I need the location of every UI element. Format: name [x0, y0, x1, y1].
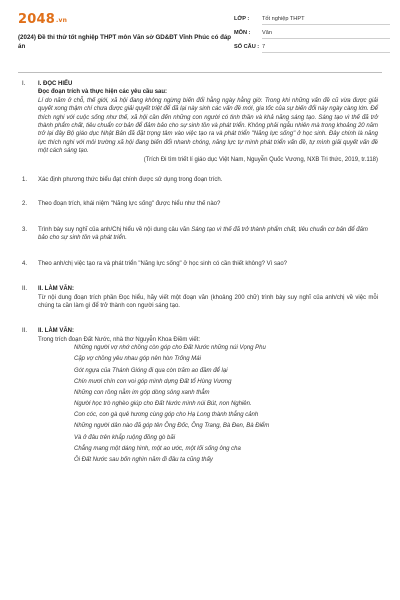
writing-task: Từ nội dung đoạn trích phần Đọc hiểu, hãy viết một đoạn văn (khoảng 200 chữ) trình bày suy nghĩ của anh/chị về việc mỗi chúng ta cần làm gì để trở thành con người sáng tạo.	[38, 294, 378, 309]
poem-line: Những người vợ nhớ chồng còn góp cho Đất Nước những núi Vọng Phu	[74, 345, 266, 352]
poem-excerpt	[22, 344, 378, 467]
section-number: II.	[22, 328, 28, 335]
question-item	[22, 260, 378, 268]
poem-line: Chẳng mang một dáng hình, một ao ước, một lối sống ông cha	[74, 445, 241, 452]
section-title: II. LÀM VĂN:	[38, 328, 74, 335]
section-number: I.	[22, 81, 26, 87]
question-quoted-text: Sáng tạo vì thế đã trở thành phẩm chất, tiêu chuẩn cơ bản để đảm bảo cho sự sinh tồn và phát triển.	[38, 226, 368, 242]
poem-line: Gót ngựa của Thánh Gióng đi qua còn trăm ao đầm để lại	[74, 367, 228, 374]
meta-label: LỚP :	[234, 16, 250, 22]
meta-value: Văn	[262, 30, 390, 39]
site-logo[interactable]	[18, 12, 67, 27]
question-number: 3.	[22, 226, 28, 233]
poem-line: Ôi Đất Nước sau bốn nghìn năm đi đâu ta cũng thấy	[74, 457, 213, 463]
section-reading-heading	[22, 80, 378, 88]
section-title: I. ĐỌC HIỂU	[38, 81, 73, 87]
document-title: (2024) Đề thi thử tốt nghiệp THPT môn Văn sở GD&ĐT Vĩnh Phúc có đáp án	[18, 34, 232, 50]
poem-line: Con cóc, con gà quê hương cùng góp cho Hạ Long thành thắng cảnh	[74, 412, 259, 419]
question-text: Trình bày suy nghĩ của anh/Chị hiểu về nội dung câu văn	[38, 226, 192, 233]
question-text: Theo anh/chị việc tạo ra và phát triển "Năng lực sống" ở học sinh có cần thiết không? Vì sao?	[38, 260, 288, 267]
poem-line: Và ở đâu trên khắp ruộng đồng gò bãi	[74, 434, 176, 441]
meta-row-subject	[234, 28, 390, 42]
meta-label: MÔN :	[234, 30, 251, 36]
logo-text: 2048	[18, 12, 55, 27]
document-header	[10, 10, 390, 58]
poem-line: Những người dân nào đã góp tên Ông Đốc, Ông Trang, Bà Đen, Bà Điểm	[74, 423, 270, 430]
header-divider	[18, 72, 382, 73]
poem-line: Những con rồng nằm im góp dòng sông xanh thẳm	[74, 389, 210, 396]
meta-value: Tốt nghiệp THPT	[262, 16, 390, 25]
meta-row-class	[234, 14, 390, 28]
reading-passage: Lí do năm ở chỗ, thế giới, xã hội đang không ngừng biến đổi hằng ngày hằng giờ. Trong khi những vấn đề cũ vừa được giải quyết xong thậm chí chưa được giải quyết triệt để đã lại này sinh các vấn đề mới, gia tốc của sự biến đổi này ngày càng lớn. Để thích nghi với cuộc sống như thế, xã hội cần đến những con người có tinh thần và khả năng sáng tạo. Sáng tạo vì thế đã trở thành phẩm chất, tiêu chuẩn cơ bản để đảm bảo cho sự sinh tồn và phát triển. Không phải ngẫu nhiên mà trong khoảng 20 năm trở lại đây Bộ giáo dục Nhật Bản đã đặt trọng tâm vào việc tạo ra và phát triển "Năng lực sống" ở học sinh. Đây chính là năng lực thích nghi với môi trường xã hội đang biến đổi nhanh chóng, năng lực tự mình phát triển vấn đề, tự mình giải quyết vấn đề một cách sáng tạo.	[38, 97, 378, 155]
passage-citation: (Trích Đi tìm triết lí giáo dục Việt Nam, Nguyễn Quốc Vương, NXB Tri thức, 2019, tr.118)	[143, 156, 378, 163]
question-number: 2.	[22, 201, 28, 208]
question-number: 1.	[22, 177, 28, 184]
poem-line: Cặp vợ chồng yêu nhau góp nên hòn Trống Mái	[74, 356, 201, 363]
meta-value: 7	[262, 44, 390, 53]
poem-line: Người học trò nghèo giúp cho Đất Nước mình núi Bút, non Nghiên.	[74, 401, 252, 408]
meta-row-question-count	[234, 42, 390, 56]
exam-content	[22, 80, 378, 467]
section-essay-heading	[22, 327, 378, 335]
logo-suffix: .vn	[55, 17, 68, 24]
question-item	[22, 226, 378, 243]
question-item	[22, 200, 378, 208]
essay-intro: Trong trích đoạn Đất Nước, nhà thơ Nguyễn Khoa Điềm viết:	[38, 336, 201, 343]
question-number: 4.	[22, 260, 28, 267]
section-number: II.	[22, 286, 28, 293]
question-text: Theo đoạn trích, khái niệm "Năng lực sống" được hiểu như thế nào?	[38, 201, 221, 208]
question-item	[22, 176, 378, 184]
meta-panel	[234, 14, 390, 56]
reading-instruction: Đọc đoạn trích và thực hiện các yêu cầu sau:	[38, 89, 168, 96]
section-title: II. LÀM VĂN:	[38, 286, 74, 293]
section-writing-heading	[22, 285, 378, 293]
meta-label: SỐ CÂU :	[234, 44, 260, 50]
question-text: Xác định phương thức biểu đạt chính được sử dụng trong đoạn trích.	[38, 177, 223, 184]
poem-line: Chín mươi chín con voi góp mình dựng Đất tổ Hùng Vương	[74, 378, 232, 385]
